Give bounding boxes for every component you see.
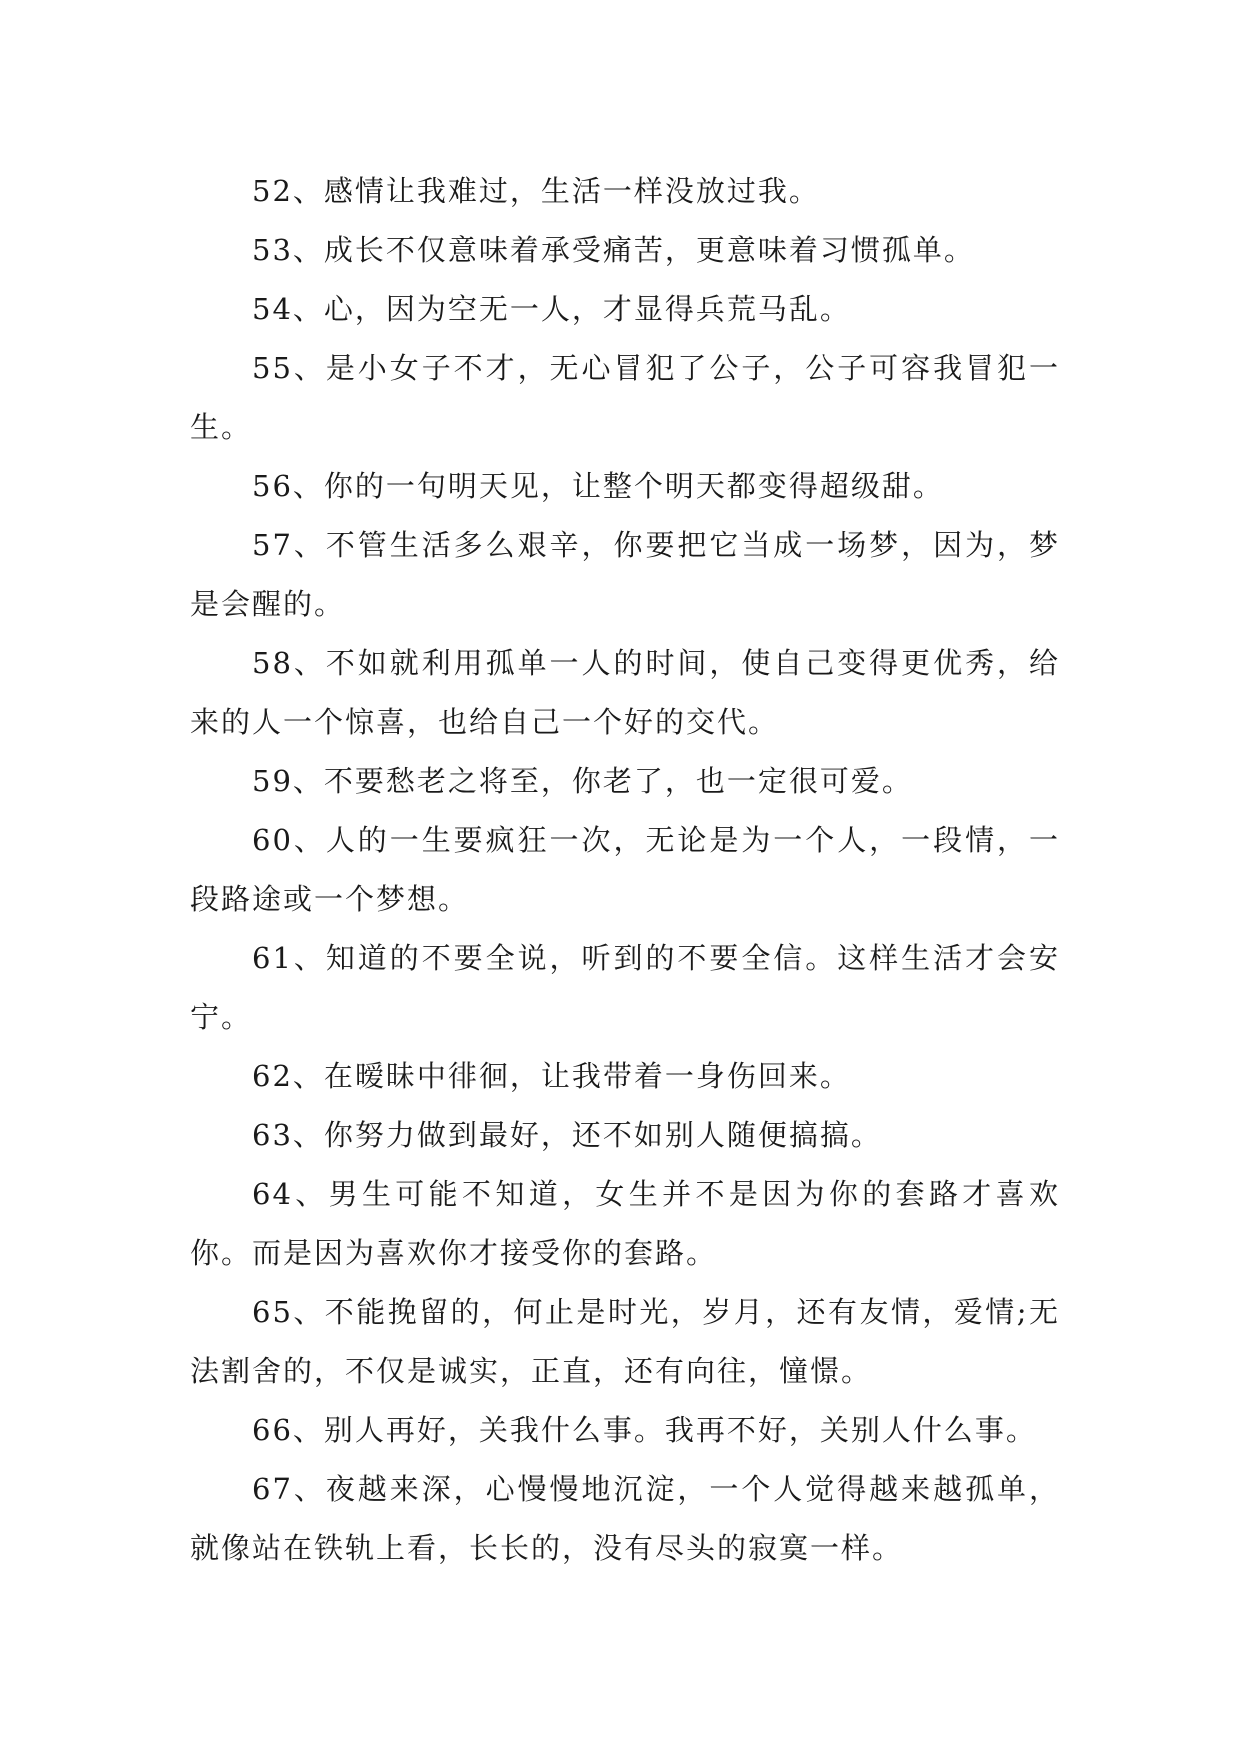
- paragraph-56: 56、你的一句明天见，让整个明天都变得超级甜。: [252, 469, 944, 503]
- paragraph-54: 54、心，因为空无一人，才显得兵荒马乱。: [252, 292, 851, 326]
- paragraph-64: 64、男生可能不知道，女生并不是因为你的套路才喜欢你。而是因为喜欢你才接受你的套路。: [190, 1177, 1060, 1270]
- paragraph-59: 59、不要愁老之将至，你老了，也一定很可爱。: [252, 764, 913, 798]
- paragraph-61: 61、知道的不要全说，听到的不要全信。这样生活才会安宁。: [190, 941, 1060, 1034]
- paragraph-52: 52、感情让我难过，生活一样没放过我。: [252, 174, 820, 208]
- paragraph-58: 58、不如就利用孤单一人的时间，使自己变得更优秀，给来的人一个惊喜，也给自己一个好的交代。: [190, 646, 1060, 739]
- paragraph-67: 67、夜越来深，心慢慢地沉淀，一个人觉得越来越孤单，就像站在铁轨上看，长长的，没有尽头的寂寞一样。: [190, 1472, 1060, 1565]
- paragraph-63: 63、你努力做到最好，还不如别人随便搞搞。: [252, 1118, 882, 1152]
- paragraph-57: 57、不管生活多么艰辛，你要把它当成一场梦，因为，梦是会醒的。: [190, 528, 1060, 621]
- paragraph-53: 53、成长不仅意味着承受痛苦，更意味着习惯孤单。: [252, 233, 975, 267]
- paragraph-62: 62、在暧昧中徘徊，让我带着一身伤回来。: [252, 1059, 851, 1093]
- paragraph-55: 55、是小女子不才，无心冒犯了公子，公子可容我冒犯一生。: [190, 351, 1060, 444]
- paragraph-66: 66、别人再好，关我什么事。我再不好，关别人什么事。: [252, 1413, 1037, 1447]
- paragraph-65: 65、不能挽留的，何止是时光，岁月，还有友情，爱情;无法割舍的，不仅是诚实，正直，还有向往，憧憬。: [190, 1295, 1060, 1388]
- document-body: [190, 162, 1060, 1578]
- paragraph-60: 60、人的一生要疯狂一次，无论是为一个人，一段情，一段路途或一个梦想。: [190, 823, 1060, 916]
